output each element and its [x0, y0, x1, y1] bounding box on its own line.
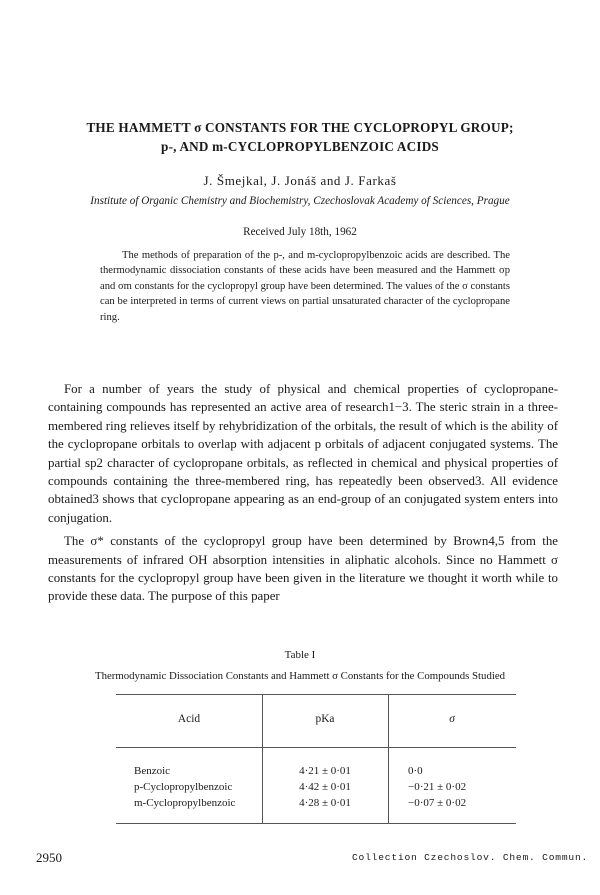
table-header-pka: pKa — [315, 713, 335, 725]
page-number: 2950 — [36, 850, 62, 865]
body-paragraph-2: The σ* constants of the cyclopropyl group have been determined by Brown4,5 from the measurements of infrared OH absorption intensities in aliphatic alcohols. Since no Hammett σ constants for the cyclopropyl group have been given in the literature we thought it worth while to provide these data. The purpose of this paper — [48, 534, 558, 604]
paper-title-line-1: THE HAMMETT σ CONSTANTS FOR THE CYCLOPROPYL GROUP; — [86, 120, 514, 135]
table-header-acid: Acid — [177, 713, 201, 725]
table-cell-sigma: −0·21 ± 0·02 — [408, 781, 467, 793]
table-header-sigma: σ — [449, 713, 455, 725]
body-text — [48, 380, 558, 611]
institute: Institute of Organic Chemistry and Biochemistry, Czechoslovak Academy of Sciences, Prague — [90, 195, 510, 207]
abstract — [100, 248, 510, 325]
table-cell-pka: 4·21 ± 0·01 — [299, 765, 351, 777]
table-cell-sigma: 0·0 — [408, 765, 423, 777]
table-label: Table I — [284, 649, 316, 661]
table-row — [116, 781, 516, 797]
paper-title-line-2: p-, AND m-CYCLOPROPYLBENZOIC ACIDS — [161, 139, 439, 154]
journal-name: Collection Czechoslov. Chem. Commun. — [352, 852, 589, 863]
abstract-text: The methods of preparation of the p-, and m-cyclopropylbenzoic acids are described. The thermodynamic dissociation constants of these acids have been measured and the Hammett σp and σm constants for the cyclopropyl group have been determined. The values of the σ constants can be interpreted in terms of current views on partial unsaturated character of the cyclopropane ring. — [100, 250, 510, 323]
table-cell-acid: p-Cyclopropylbenzoic — [134, 781, 233, 793]
received-date: Received July 18th, 1962 — [243, 226, 357, 238]
authors: J. Šmejkal, J. Jonáš and J. Farkaš — [203, 173, 397, 188]
body-paragraph-1: For a number of years the study of physical and chemical properties of cyclopropane-containing compounds has represented an active area of research1−3. The steric strain in a three-membered ring relieves itself by rehybridization of the orbitals, the result of which is the ability of the cyclopropane orbitals to overlap with adjacent p orbitals of adjacent conjugated systems. The partial sp2 character of cyclopropane orbitals, as reflected in chemical and physical properties of compounds containing the three-membered ring, has repeatedly been observed3. All evidence obtained3 shows that cyclopropane appearing as an end-group of an conjugated system enters into conjugation. — [48, 382, 558, 525]
table-cell-acid: m-Cyclopropylbenzoic — [134, 797, 236, 809]
table-cell-acid: Benzoic — [134, 765, 171, 777]
table-row — [116, 797, 516, 813]
table-cell-pka: 4·42 ± 0·01 — [299, 781, 351, 793]
table-row — [116, 765, 516, 781]
table-cell-pka: 4·28 ± 0·01 — [299, 797, 351, 809]
table-header-rule — [116, 747, 516, 748]
table-caption: Thermodynamic Dissociation Constants and Hammett σ Constants for the Compounds Studied — [94, 670, 506, 682]
data-table — [116, 694, 516, 824]
table-cell-sigma: −0·07 ± 0·02 — [408, 797, 467, 809]
